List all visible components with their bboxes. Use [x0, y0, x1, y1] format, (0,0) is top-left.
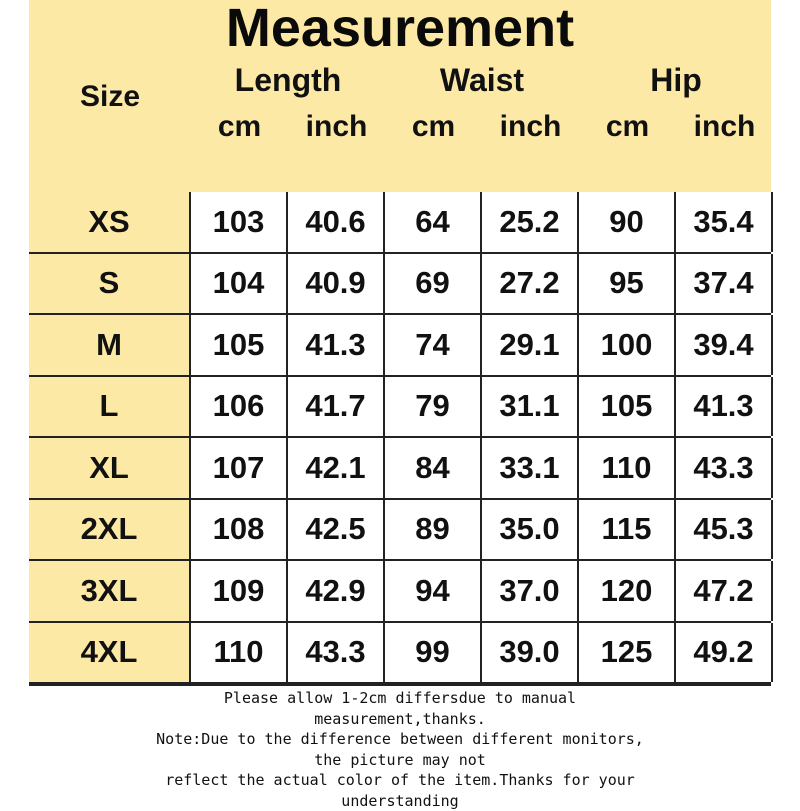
length-cm-cell: 104 [191, 254, 288, 314]
length-cm-cell: 110 [191, 623, 288, 683]
waist-inch-cell: 29.1 [482, 315, 579, 375]
hip-header: Hip [579, 62, 773, 99]
length-cm-cell: 106 [191, 377, 288, 437]
waist-cm-cell: 84 [385, 438, 482, 498]
length-cm-cell: 108 [191, 500, 288, 560]
hip-inch-cell: 43.3 [676, 438, 773, 498]
table-body [29, 192, 771, 684]
waist-cm-cell: 64 [385, 192, 482, 252]
hip-inch-cell: 47.2 [676, 561, 773, 621]
length-inch-cell: 41.3 [288, 315, 385, 375]
note-line: the picture may not [29, 750, 771, 771]
waist-inch-cell: 33.1 [482, 438, 579, 498]
length-inch-cell: 40.6 [288, 192, 385, 252]
hip-cm-cell: 115 [579, 500, 676, 560]
length-header: Length [191, 62, 385, 99]
length-inch-cell: 41.7 [288, 377, 385, 437]
length-cm-cell: 107 [191, 438, 288, 498]
table-row [29, 254, 771, 316]
length-cm-cell: 109 [191, 561, 288, 621]
waist-header: Waist [385, 62, 579, 99]
note-line: Please allow 1-2cm differsdue to manual [29, 688, 771, 709]
hip-inch-cell: 39.4 [676, 315, 773, 375]
waist-inch-header: inch [482, 110, 579, 144]
waist-cm-header: cm [385, 110, 482, 144]
waist-cm-cell: 89 [385, 500, 482, 560]
waist-cm-cell: 69 [385, 254, 482, 314]
hip-cm-cell: 125 [579, 623, 676, 683]
size-cell: 4XL [29, 623, 191, 683]
size-cell: M [29, 315, 191, 375]
size-cell: XL [29, 438, 191, 498]
length-inch-cell: 40.9 [288, 254, 385, 314]
waist-cm-cell: 99 [385, 623, 482, 683]
hip-cm-cell: 90 [579, 192, 676, 252]
hip-inch-cell: 49.2 [676, 623, 773, 683]
hip-cm-cell: 95 [579, 254, 676, 314]
hip-inch-cell: 35.4 [676, 192, 773, 252]
waist-inch-cell: 39.0 [482, 623, 579, 683]
hip-inch-cell: 41.3 [676, 377, 773, 437]
size-cell: XS [29, 192, 191, 252]
length-inch-header: inch [288, 110, 385, 144]
waist-inch-cell: 35.0 [482, 500, 579, 560]
size-cell: 2XL [29, 500, 191, 560]
hip-cm-header: cm [579, 110, 676, 144]
length-inch-cell: 43.3 [288, 623, 385, 683]
hip-inch-header: inch [676, 110, 773, 144]
hip-cm-cell: 110 [579, 438, 676, 498]
hip-cm-cell: 120 [579, 561, 676, 621]
note-line: reflect the actual color of the item.Thanks for your [29, 770, 771, 791]
table-row [29, 623, 771, 685]
table-row [29, 438, 771, 500]
note-line: measurement,thanks. [29, 709, 771, 730]
waist-inch-cell: 25.2 [482, 192, 579, 252]
size-cell: 3XL [29, 561, 191, 621]
table-row [29, 561, 771, 623]
length-inch-cell: 42.1 [288, 438, 385, 498]
waist-inch-cell: 27.2 [482, 254, 579, 314]
size-column-header: Size [29, 80, 191, 114]
hip-cm-cell: 105 [579, 377, 676, 437]
table-row [29, 377, 771, 439]
length-cm-cell: 103 [191, 192, 288, 252]
hip-inch-cell: 37.4 [676, 254, 773, 314]
table-row [29, 500, 771, 562]
hip-cm-cell: 100 [579, 315, 676, 375]
waist-cm-cell: 74 [385, 315, 482, 375]
size-cell: L [29, 377, 191, 437]
length-inch-cell: 42.9 [288, 561, 385, 621]
measurement-note [29, 684, 771, 804]
table-row [29, 192, 771, 254]
waist-cm-cell: 79 [385, 377, 482, 437]
waist-inch-cell: 31.1 [482, 377, 579, 437]
length-inch-cell: 42.5 [288, 500, 385, 560]
size-cell: S [29, 254, 191, 314]
length-cm-header: cm [191, 110, 288, 144]
note-line: understanding [29, 791, 771, 811]
note-line: Note:Due to the difference between different monitors, [29, 729, 771, 750]
table-row [29, 315, 771, 377]
waist-cm-cell: 94 [385, 561, 482, 621]
hip-inch-cell: 45.3 [676, 500, 773, 560]
chart-title: Measurement [29, 0, 771, 56]
table-header [29, 0, 771, 194]
length-cm-cell: 105 [191, 315, 288, 375]
waist-inch-cell: 37.0 [482, 561, 579, 621]
size-chart [29, 0, 771, 800]
